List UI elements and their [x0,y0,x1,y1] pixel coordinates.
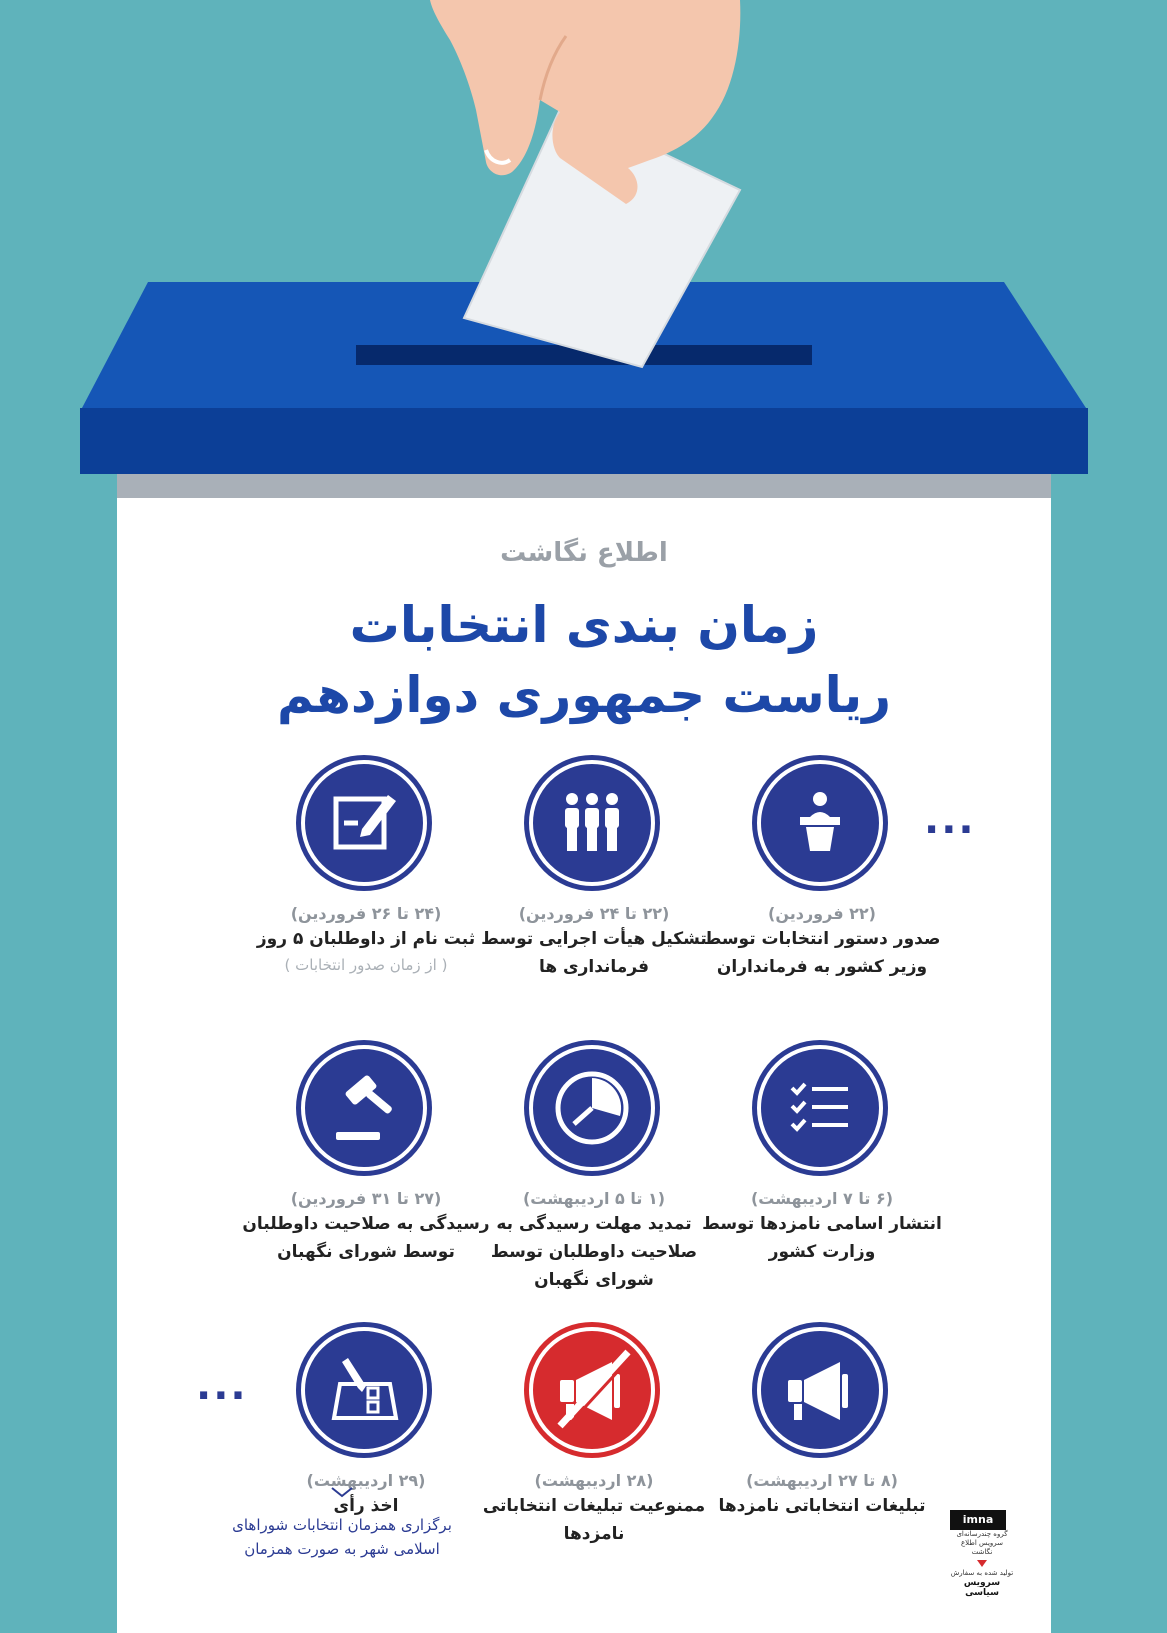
step-2-title: تشکیل هیأت اجرایی توسط فرمانداری ها [481,929,707,977]
step-2-text [469,903,719,981]
step-9-title: اخذ رأی [333,1496,399,1516]
step-7-icon-circle [752,1322,888,1458]
logo-line2: سرویس اطلاع نگاشت [960,1539,1004,1556]
ballot-icon [296,1322,432,1458]
logo-line3: تولید شده به سفارش [950,1569,1014,1577]
step-5-title: تمدید مهلت رسیدگی به صلاحیت داوطلبان توسط شورای نگهبان [490,1214,698,1290]
step-6-title: انتشار اسامی نامزدها توسط وزارت کشور [702,1214,942,1262]
step-9-icon-circle [296,1322,432,1458]
megaphone-icon [752,1322,888,1458]
step-1-icon-circle [752,755,888,891]
form-edit-icon [296,755,432,891]
step-7-date: (۸ تا ۲۷ اردیبهشت) [746,1471,898,1490]
step-7-text [697,1470,947,1520]
ballot-box-lid-front [80,408,1088,474]
chevron-down-icon [330,1486,354,1500]
no-megaphone-icon [524,1322,660,1458]
step-1-text [697,903,947,981]
page-title-line1: زمان بندی انتخابات [349,596,819,654]
logo-mark: imna [950,1510,1006,1530]
red-triangle-icon [977,1560,987,1567]
step-4-text [241,1188,491,1266]
step-3-title: ثبت نام از داوطلبان ۵ روز [256,929,476,949]
step-3-icon-circle [296,755,432,891]
gavel-icon [296,1040,432,1176]
trailing-dots: ... [196,1363,248,1409]
step-1-title: صدور دستور انتخابات توسط وزیر کشور به فرمانداران [703,929,941,977]
step-9-date: (۲۹ اردیبهشت) [306,1471,426,1490]
step-6-text [697,1188,947,1266]
step-2-date: (۲۲ تا ۲۴ فروردین) [518,904,670,923]
leading-dots: ... [924,797,976,843]
ballot-box-rim [117,474,1051,498]
step-8-date: (۲۸ اردیبهشت) [534,1471,654,1490]
step-8-icon-circle [524,1322,660,1458]
step-5-text [469,1188,719,1294]
step-1-date: (۲۲ فروردین) [768,904,876,923]
step-3-date: (۲۴ تا ۲۶ فروردین) [290,904,442,923]
step-6-date: (۶ تا ۷ اردیبهشت) [750,1189,894,1208]
clock-icon [524,1040,660,1176]
publisher-logo [950,1510,1014,1598]
step-4-title: رسیدگی به صلاحیت داوطلبان توسط شورای نگهبان [242,1214,490,1262]
step-8-text [469,1470,719,1548]
step-2-icon-circle [524,755,660,891]
page-title-line2: ریاست جمهوری دوازدهم [277,666,891,724]
logo-service: سرویس سیاسی [963,1578,1001,1598]
step-7-title: تبلیغات انتخاباتی نامزدها [718,1496,926,1516]
checklist-icon [752,1040,888,1176]
group-icon [524,755,660,891]
podium-icon [752,755,888,891]
overline-label: اطلاع نگاشت [500,538,668,568]
footnote-simultaneous-councils: برگزاری همزمان انتخابات شوراهای اسلامی شهر به صورت همزمان [232,1516,452,1558]
step-5-icon-circle [524,1040,660,1176]
step-8-title: ممنوعیت تبلیغات انتخاباتی نامزدها [482,1496,706,1544]
step-3-note: ( از زمان صدور انتخابات ) [284,956,448,974]
logo-line1: گروه چندرسانه‌ای [956,1530,1008,1538]
step-6-icon-circle [752,1040,888,1176]
step-4-date: (۲۷ تا ۳۱ فروردین) [290,1189,442,1208]
step-3-text [241,903,491,977]
step-5-date: (۱ تا ۵ اردیبهشت) [522,1189,666,1208]
step-4-icon-circle [296,1040,432,1176]
